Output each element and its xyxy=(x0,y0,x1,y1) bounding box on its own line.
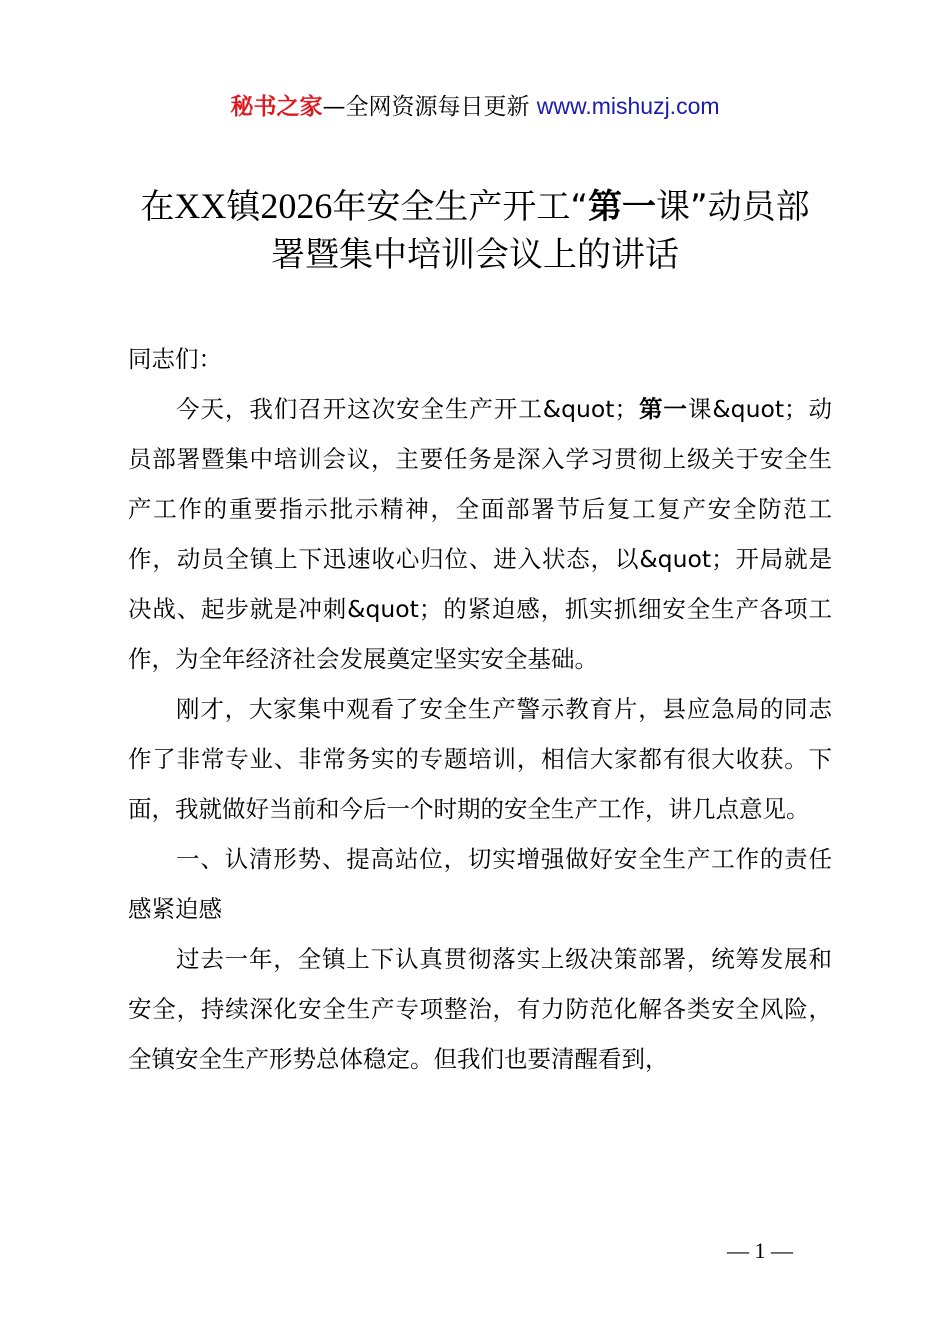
title-part: 课”动员部署暨集中培训会议上的讲话 xyxy=(271,187,810,275)
document-body xyxy=(128,334,832,1084)
paragraph-bold: 第一 xyxy=(638,395,688,423)
page-number: — 1 — xyxy=(727,1238,793,1263)
paragraph-4: 过去一年，全镇上下认真贯彻落实上级决策部署，统筹发展和安全，持续深化安全生产专项整治，有力防范化解各类安全风险，全镇安全生产形势总体稳定。但我们也要清醒看到， xyxy=(128,945,832,1073)
brand-name: 秘书之家 xyxy=(230,94,323,120)
document-title xyxy=(125,182,825,279)
paragraph-1 xyxy=(128,384,832,684)
paragraph-2: 刚才，大家集中观看了安全生产警示教育片，县应急局的同志作了非常专业、非常务实的专题培训，相信大家都有很大收获。下面，我就做好当前和今后一个时期的安全生产工作，讲几点意见。 xyxy=(128,695,832,823)
title-part: 在 xyxy=(140,187,175,227)
title-bold: 第一 xyxy=(588,187,656,227)
site-header xyxy=(0,88,950,121)
salutation: 同志们： xyxy=(128,345,222,373)
paragraph-text: 今天，我们召开这次安全生产开工&quot； xyxy=(176,395,639,423)
title-part: 年安全生产开工“ xyxy=(332,187,588,227)
site-url-link[interactable]: www.mishuzj.com xyxy=(536,93,720,119)
section-heading-1: 一、认清形势、提高站位，切实增强做好安全生产工作的责任感紧迫感 xyxy=(128,845,832,923)
title-part: 镇 xyxy=(226,187,261,227)
paragraph-text: 课&quot；动员部署暨集中培训会议，主要任务是深入学习贯彻上级关于安全生产工作的重要指示批示精神，全面部署节后复工复产安全防范工作，动员全镇上下迅速收心归位、进入状态，以&quot；开局就是决战、起步就是冲刺&quot；的紧迫感，抓实抓细安全生产各项工作，为全年经济社会发展奠定坚实安全基础。 xyxy=(128,395,833,673)
title-year: 2026 xyxy=(260,186,333,226)
title-part: XX xyxy=(174,186,227,226)
header-tagline: —全网资源每日更新 xyxy=(322,94,537,120)
